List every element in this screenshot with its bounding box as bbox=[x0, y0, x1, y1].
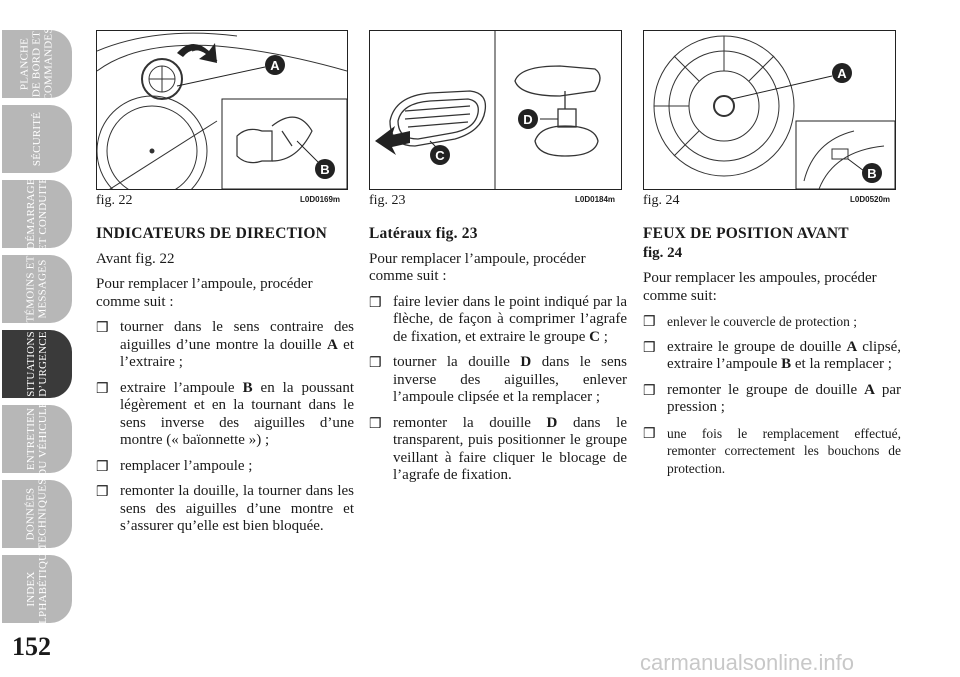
checkbox-bullet-icon: ❒ bbox=[643, 383, 656, 399]
section-feux-position bbox=[643, 225, 901, 485]
checkbox-bullet-icon: ❒ bbox=[369, 295, 382, 311]
checkbox-bullet-icon: ❒ bbox=[643, 340, 656, 356]
page-number: 152 bbox=[12, 632, 51, 661]
section-indicateurs-direction bbox=[96, 225, 354, 544]
tab-label: DONNÉES TECHNIQUES bbox=[25, 478, 49, 550]
tab-planche-de-bord[interactable] bbox=[2, 27, 72, 101]
tab-temoins[interactable] bbox=[2, 255, 72, 323]
checkbox-bullet-icon: ❒ bbox=[643, 315, 656, 330]
section-subheading: Avant fig. 22 bbox=[96, 250, 175, 267]
checkbox-bullet-icon: ❒ bbox=[96, 485, 109, 500]
section-lateraux bbox=[369, 225, 627, 493]
figure-24 bbox=[643, 30, 896, 190]
section-heading: INDICATEURS DE DIRECTION bbox=[96, 225, 328, 242]
figure-23-illustration bbox=[370, 31, 621, 189]
tab-label: PLANCHE DE BORD ET COMMANDES bbox=[19, 27, 55, 101]
checkbox-bullet-icon: ❒ bbox=[369, 356, 382, 371]
checkbox-bullet-icon: ❒ bbox=[96, 459, 109, 475]
figure-23-caption: fig. 23 bbox=[369, 193, 406, 208]
figure-24-illustration bbox=[644, 31, 895, 189]
callout-b-label: B bbox=[867, 166, 877, 181]
tab-label: DÉMARRAGE ET CONDUITE bbox=[25, 176, 49, 252]
list-item: ❒ enlever le couvercle de protection ; bbox=[643, 314, 858, 330]
list-item: ❒ faire levier dans le point indiqué par la flèche, de façon à comprimer l’agrafe de fixation, et extraire le groupe C ; bbox=[369, 293, 627, 345]
tab-entretien[interactable] bbox=[2, 401, 72, 477]
list-item: ❒ une fois le remplacement effectué, remonter correctement les bouchons de protection. bbox=[643, 425, 901, 476]
list-item: ❒ extraire le groupe de douille A clipsé, extraire l’ampoule B et la remplacer ; bbox=[643, 338, 901, 372]
tab-index[interactable] bbox=[2, 545, 72, 633]
section-heading: FEUX DE POSITION AVANT bbox=[643, 225, 849, 242]
figure-22 bbox=[96, 30, 348, 190]
checkbox-bullet-icon: ❒ bbox=[643, 426, 656, 442]
tab-donnees-techniques[interactable] bbox=[2, 480, 72, 548]
list-item: ❒ remplacer l’ampoule ; bbox=[96, 457, 253, 475]
tab-securite[interactable] bbox=[2, 105, 72, 173]
figure-23-code: L0D0184m bbox=[575, 195, 616, 204]
watermark: carmanualsonline.info bbox=[640, 650, 855, 675]
callout-d-label: D bbox=[523, 112, 533, 127]
tab-label: INDEX ALPHABÉTIQUE bbox=[25, 545, 49, 633]
list-item: ❒ remonter la douille, la tourner dans les sens des aiguilles d’une montre et s’assurer qu’elle est bien bloquée. bbox=[96, 483, 354, 534]
checkbox-bullet-icon: ❒ bbox=[96, 321, 109, 336]
list-item: ❒ extraire l’ampoule B en la poussant légèrement et en la tournant dans le sens inverse des aiguilles d’une montre (« baïonnette ») ; bbox=[96, 379, 354, 448]
callout-a-label: A bbox=[837, 66, 847, 81]
figure-24-caption: fig. 24 bbox=[643, 193, 680, 208]
figure-24-code: L0D0520m bbox=[850, 195, 891, 204]
callout-b-label: B bbox=[320, 162, 330, 177]
callout-a-label: A bbox=[270, 58, 280, 73]
figure-22-illustration bbox=[97, 31, 347, 189]
checkbox-bullet-icon: ❒ bbox=[96, 381, 109, 397]
section-intro: Pour remplacer l’ampoule, procéder comme suit : bbox=[96, 276, 313, 310]
figure-22-caption: fig. 22 bbox=[96, 193, 133, 208]
callout-c-label: C bbox=[435, 148, 445, 163]
section-intro: Pour remplacer les ampoules, procéder comme suit: bbox=[643, 270, 877, 304]
instruction-list bbox=[369, 294, 627, 485]
tab-label: SITUATIONS D’URGENCE bbox=[25, 331, 49, 397]
instruction-list bbox=[96, 319, 354, 536]
section-heading: Latéraux fig. 23 bbox=[369, 225, 478, 242]
instruction-list bbox=[643, 313, 901, 477]
list-item: ❒ tourner la douille D dans le sens inverse des aiguilles, enlever l’ampoule clipsée et la remplacer ; bbox=[369, 354, 627, 405]
checkbox-bullet-icon: ❒ bbox=[369, 416, 382, 432]
tab-situations-urgence[interactable] bbox=[2, 330, 72, 398]
section-subheading: fig. 24 bbox=[643, 244, 683, 261]
figure-22-code: L0D0169m bbox=[300, 195, 341, 204]
figure-23 bbox=[369, 30, 622, 190]
tab-label: ENTRETIEN DU VÉHICULE bbox=[25, 401, 50, 477]
tab-demarrage[interactable] bbox=[2, 176, 72, 252]
list-item: ❒ remonter le groupe de douille A par pression ; bbox=[643, 381, 902, 415]
list-item: ❒ remonter la douille D dans le transparent, puis positionner le groupe veillant à faire cliquer le blocage de l’agrafe de fixation. bbox=[369, 414, 627, 483]
section-intro: Pour remplacer l’ampoule, procéder comme suit : bbox=[369, 250, 586, 284]
tab-label: SÉCURITÉ bbox=[31, 111, 43, 167]
list-item: ❒ tourner dans le sens contraire des aiguilles d’une montre la douille A et l’extraire ; bbox=[96, 319, 355, 370]
tab-label: TÉMOINS ET MESSAGES bbox=[24, 255, 49, 323]
